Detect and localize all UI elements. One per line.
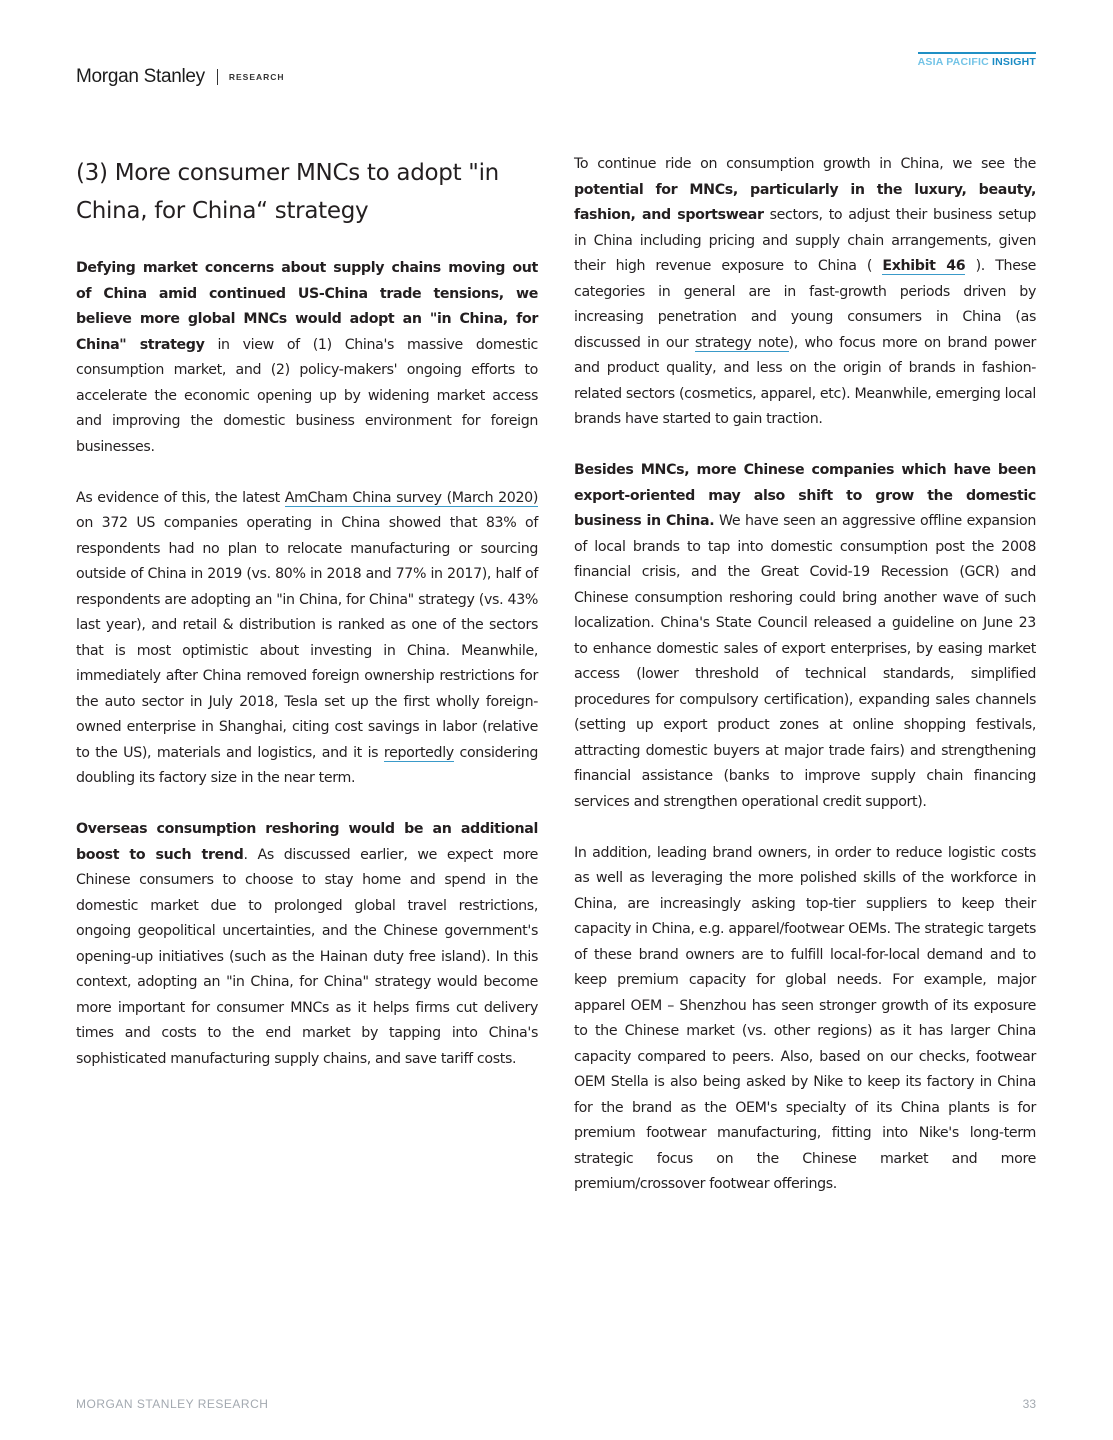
section-label: RESEARCH — [228, 72, 285, 82]
paragraph-brand-owners: In addition, leading brand owners, in order to reduce logistic costs as well as leveraging the more polished skills of the workforce in China, are increasingly asking top-tier suppliers to keep their capacity in China, e.g. apparel/footwear OEMs. The strategic targets of these brand owners are to fulfill local-for-local demand and to keep premium capacity for global needs. For example, major apparel OEM – Shenzhou has seen stronger growth of its exposure to the Chinese market (vs. other regions) as it has larger China capacity compared to peers. Also, based on our checks, footwear OEM Stella is also being asked by Nike to keep its factory in China for the brand as the OEM's specialty of its China plants is for premium footwear manufacturing, fitting into Nike's long-term strategic focus on the Chinese market and more premium/crossover footwear offerings. — [574, 844, 1036, 1192]
exhibit-46-link[interactable]: Exhibit 46 — [882, 258, 966, 274]
logo-divider — [217, 69, 218, 85]
paragraph-amcham-evidence: As evidence of this, the latest AmCham China survey (March 2020) on 372 US companies operating in China showed that 83% of respondents had no plan to relocate manufacturing or sourcing outside of China in 2019 (vs. 80% in 2018 and 77% in 2017), half of respondents are adopting an "in China, for China" strategy (vs. 43% last year), and retail & distribution is ranked as one of the sectors that is most optimistic about investing in China. Meanwhile, immediately after China removed foreign ownership restrictions for the auto sector in July 2018, Tesla set up the first wholly foreign-owned enterprise in Shanghai, citing cost savings in labor (relative to the US), materials and logistics, and it is reportedly considering doubling its factory size in the near term. — [76, 489, 539, 786]
lead-in-bold: Defying market concerns about supply chains moving out of China amid continued US-China trade tensions, we believe more global MNCs would adopt an "in China, for China" strategy — [76, 260, 538, 353]
paragraph-overseas-reshoring: Overseas consumption reshoring would be an additional boost to such trend. As discussed earlier, we expect more Chinese consumers to choose to stay home and spend in the domestic market due to prolonged global travel restrictions, ongoing geopolitical uncertainties, and the Chinese government's opening-up initiatives (such as the Hainan duty free island). In this context, adopting an "in China, for China" strategy would become more important for consumer MNCs as it helps firms cut delivery times and costs to the end market by tapping into China's sophisticated manufacturing supply chains, and save tariff costs. — [76, 821, 538, 1067]
reportedly-link[interactable]: reportedly — [383, 744, 454, 761]
morgan-stanley-logo: Morgan Stanley — [76, 66, 205, 87]
tag-series: INSIGHT — [992, 56, 1036, 68]
publication-tag — [918, 52, 1036, 68]
left-column — [76, 152, 538, 1098]
header-logo — [76, 66, 285, 88]
paragraph-mnc-strategy: Defying market concerns about supply chains moving out of China amid continued US-China trade tensions, we believe more global MNCs would adopt an "in China, for China" strategy in view of (1) China's massive domestic consumption market, and (2) policy-makers' ongoing efforts to accelerate the economic opening up by widening market access and improving the domestic business environment for foreign businesses. — [76, 260, 538, 455]
amcham-survey-link[interactable]: AmCham China survey (March 2020) — [284, 489, 539, 506]
section-heading: (3) More consumer MNCs to adopt "in China, for China“ strategy — [76, 160, 499, 224]
footer-publisher: MORGAN STANLEY RESEARCH — [76, 1397, 269, 1411]
lead-in-bold: Besides MNCs, more Chinese companies which have been export-oriented may also shift to grow the domestic business in China. — [574, 462, 1036, 529]
paragraph-chinese-companies: Besides MNCs, more Chinese companies which have been export-oriented may also shift to grow the domestic business in China. We have seen an aggressive offline expansion of local brands to tap into domestic consumption post the 2008 financial crisis, and the Great Covid-19 Recession (GCR) and Chinese consumption reshoring could bring another wave of such localization. China's State Council released a guideline on June 23 to enhance domestic sales of export enterprises, by easing market access (lower threshold of technical standards, simplified procedures for compulsory certification), expanding sales channels (setting up export product zones at online shopping festivals, attracting domestic buyers at major trade fairs) and strengthening financial assistance (banks to improve supply chain financing services and strengthen operational credit support). — [574, 462, 1036, 810]
right-column — [574, 152, 1036, 1223]
page-number: 33 — [1022, 1397, 1036, 1411]
inline-bold: potential for MNCs, particularly in the luxury, beauty, fashion, and sportswear — [574, 181, 1036, 223]
paragraph-consumption-growth: To continue ride on consumption growth in China, we see the potential for MNCs, particularly in the luxury, beauty, fashion, and sportswear sectors, to adjust their business setup in China including pricing and supply chain arrangements, given their high revenue exposure to China ( Exhibit 46 ). These categories in general are in fast-growth periods driven by increasing penetration and young consumers in China (as discussed in our strategy note), who focus more on brand power and product quality, and less on the origin of brands in fashion-related sectors (cosmetics, apparel, etc). Meanwhile, emerging local brands have started to gain traction. — [574, 156, 1036, 427]
lead-in-bold: Overseas consumption reshoring would be an additional boost to such trend — [76, 821, 538, 863]
strategy-note-link[interactable]: strategy note — [694, 334, 789, 351]
tag-region: ASIA PACIFIC — [917, 56, 989, 68]
